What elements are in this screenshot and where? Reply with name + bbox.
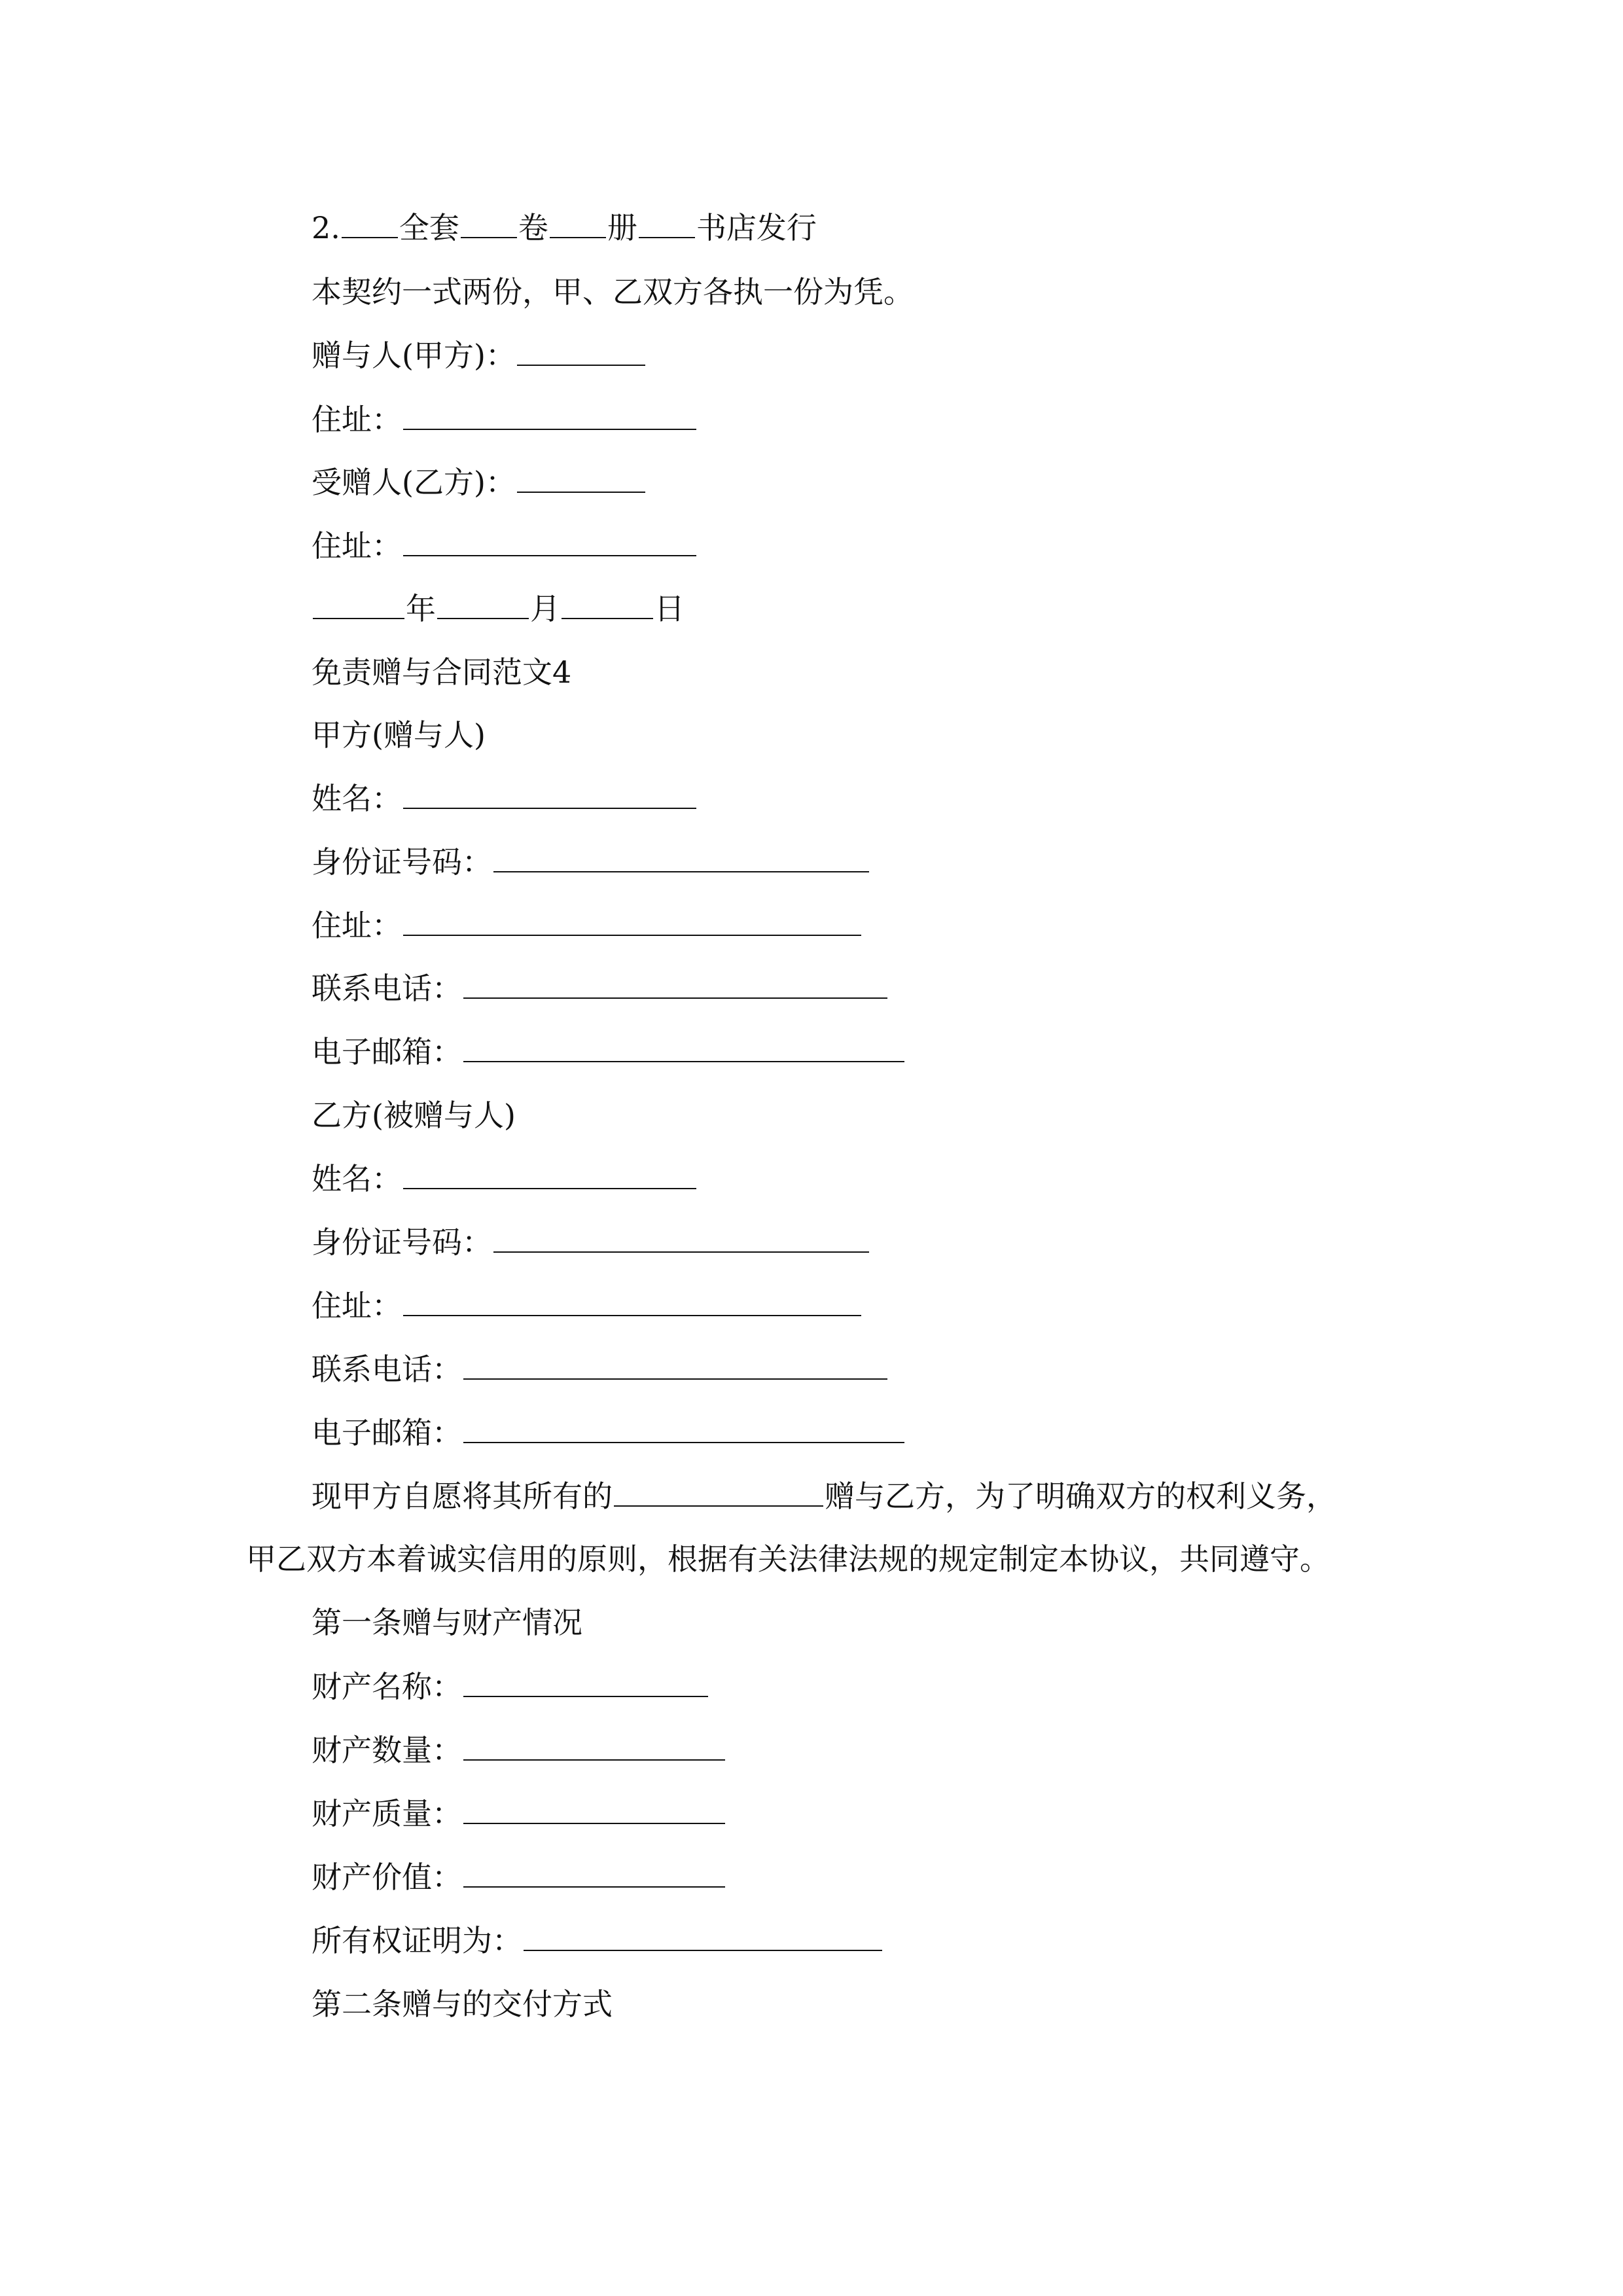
party-a-name-line [312,779,698,818]
text-publisher: 书店发行 [696,210,817,245]
party-a-heading: 甲方(赠与人) [312,717,486,753]
blank-field[interactable] [550,208,606,238]
property-name-field[interactable] [463,1667,708,1697]
party-a-address-field[interactable] [403,906,861,936]
phone-label: 联系电话： [312,1352,462,1387]
copies-line: 本契约一式两份，甲、乙双方各执一份为凭。 [312,274,914,310]
ownership-proof-line [312,1921,883,1960]
address-label: 住址： [312,1288,402,1323]
party-b-address-line [312,1286,863,1325]
donor-label: 赠与人(甲方)： [312,338,516,373]
property-quantity-label: 财产数量： [312,1732,462,1768]
party-a-phone-field[interactable] [463,969,887,999]
property-quantity-field[interactable] [463,1731,725,1761]
phone-label: 联系电话： [312,971,462,1006]
address-label: 住址： [312,528,402,564]
party-a-email-field[interactable] [463,1032,904,1062]
property-value-label: 财产价值： [312,1859,462,1895]
party-a-id-field[interactable] [493,842,869,872]
party-b-name-line [312,1159,698,1198]
donor-address-line [312,400,698,439]
party-a-email-line [312,1032,906,1071]
party-b-name-field[interactable] [403,1159,696,1189]
address-label: 住址： [312,908,402,943]
year-label: 年 [406,591,436,626]
email-label: 电子邮箱： [312,1415,462,1450]
text-volume: 卷 [518,210,548,245]
email-label: 电子邮箱： [312,1034,462,1069]
property-name-line [312,1667,709,1706]
party-b-id-field[interactable] [493,1223,869,1253]
property-quality-field[interactable] [463,1794,725,1824]
party-b-email-field[interactable] [463,1413,904,1443]
month-field[interactable] [437,589,529,619]
article-1-title: 第一条赠与财产情况 [312,1605,582,1640]
property-quantity-line [312,1731,726,1770]
intro-text-b: 赠与乙方，为了明确双方的权利义务， [825,1479,1336,1514]
donor-address-field[interactable] [403,400,696,430]
item-number: 2. [312,210,340,245]
address-label: 住址： [312,402,402,437]
donee-address-field[interactable] [403,526,696,556]
name-label: 姓名： [312,1161,402,1196]
blank-field[interactable] [461,208,517,238]
party-b-email-line [312,1413,906,1452]
intro-paragraph-line-2: 甲乙双方本着诚实信用的原则，根据有关法律法规的规定制定本协议，共同遵守。 [246,1541,1330,1577]
party-b-id-line [312,1223,870,1262]
ownership-label: 所有权证明为： [312,1923,522,1958]
template-title: 免责赠与合同范文4 [312,655,572,690]
donee-address-line [312,526,698,565]
book-line [312,208,817,247]
text-copies: 册 [607,210,637,245]
date-line [312,589,685,628]
year-field[interactable] [313,589,404,619]
month-label: 月 [530,591,560,626]
property-value-field[interactable] [463,1857,725,1888]
property-quality-label: 财产质量： [312,1796,462,1831]
gift-item-field[interactable] [614,1477,823,1507]
donee-field[interactable] [517,463,645,493]
id-label: 身份证号码： [312,844,492,880]
text-quantity-set: 全套 [399,210,459,245]
property-quality-line [312,1794,726,1833]
day-field[interactable] [562,589,653,619]
party-b-phone-line [312,1350,889,1389]
intro-text-a: 现甲方自愿将其所有的 [312,1479,613,1514]
party-b-heading: 乙方(被赠与人) [312,1098,516,1133]
blank-field[interactable] [639,208,695,238]
property-value-line [312,1857,726,1897]
intro-paragraph-line-1 [312,1477,1336,1516]
ownership-field[interactable] [524,1921,882,1951]
party-a-name-field[interactable] [403,779,696,809]
party-b-address-field[interactable] [403,1286,861,1316]
party-a-phone-line [312,969,889,1008]
donor-line [312,336,647,375]
property-name-label: 财产名称： [312,1669,462,1704]
party-a-address-line [312,906,863,945]
blank-field[interactable] [342,208,398,238]
party-b-phone-field[interactable] [463,1350,887,1380]
donor-field[interactable] [517,336,645,366]
donee-line [312,463,647,502]
name-label: 姓名： [312,781,402,816]
article-2-title: 第二条赠与的交付方式 [312,1986,613,2022]
party-a-id-line [312,842,870,882]
day-label: 日 [654,591,685,626]
donee-label: 受赠人(乙方)： [312,465,516,500]
id-label: 身份证号码： [312,1225,492,1260]
